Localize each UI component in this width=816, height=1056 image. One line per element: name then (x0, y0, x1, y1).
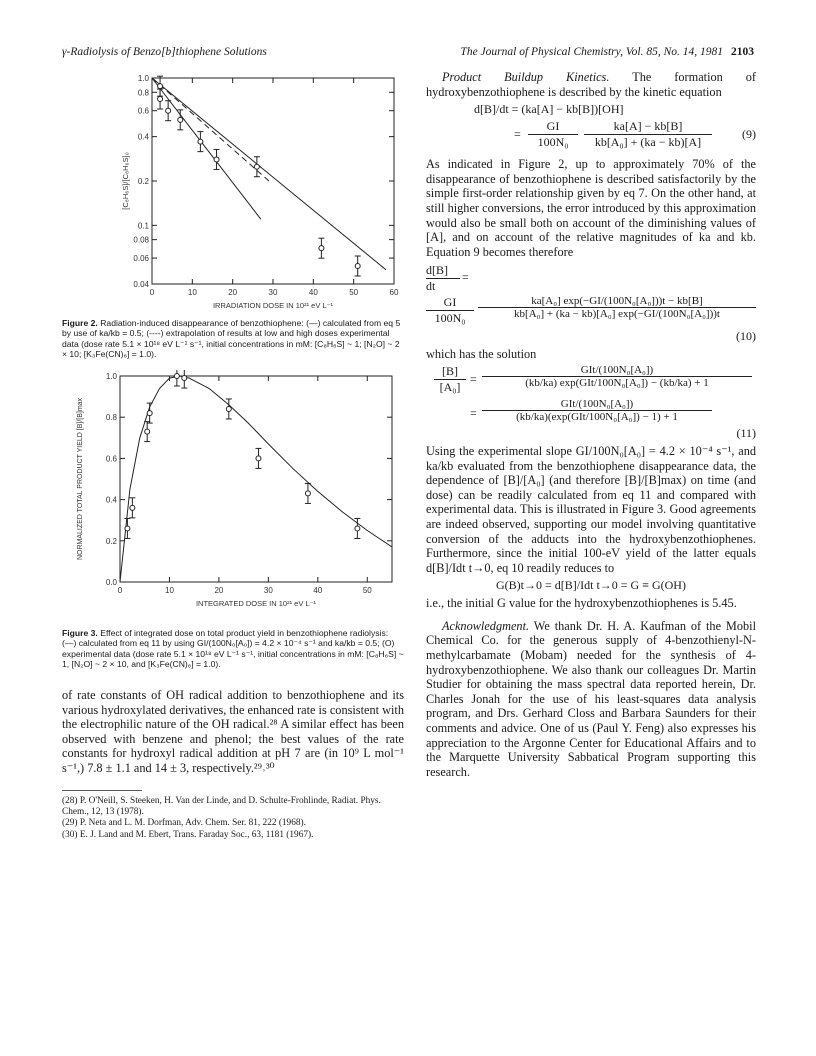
data-point (355, 263, 360, 268)
figure-3-caption-text: Effect of integrated dose on total product yield in benzothiophene radiolysis: (—) calculated from eq 11 by using GI/(100N₀[A₀]) = 4.2 × 10⁻⁴ s⁻¹ and ka/kb = 0.5; (O) experimental data (dose rate 5.1 × 10¹⁸ eV L⁻¹ s⁻¹, initial concentrations in mM: [C₈H₆S] ~ 1, [N₂O] ~ 2 × 10, and [K₃Fe(CN)₆] = 1.0). (62, 628, 404, 670)
eq10-numerator-b: ka[A₀] exp(−GI/(100N₀[A₀]))t − kb[B] (478, 295, 756, 308)
eq10-label: (10) (736, 329, 756, 344)
running-header-left: γ-Radiolysis of Benzo[b]thiophene Solutions (62, 46, 267, 58)
equation-10 (426, 295, 756, 347)
y-tick-label: 0.8 (105, 413, 117, 423)
plot-frame (120, 376, 392, 582)
eq11-numerator-2: GIt/(100N₀[A₀]) (482, 398, 712, 411)
x-tick-label: 0 (149, 288, 155, 297)
left-paragraph: of rate constants of OH radical addition to benzothiophene and its various hydroxylated derivatives, the enhanced rate is consistent with the electrophilic nature of the OH radical.²⁸ A similar effect has been observed with benzene and phenol; the best values of the rate constants for hydroxyl radical addition at pH 7 are (in 10⁹ L mol⁻¹ s⁻¹,) 7.8 ± 1.1 and 14 ± 3, respectively.²⁹˒³⁰ (62, 688, 404, 775)
kinetics-intro (426, 70, 756, 99)
data-point (182, 376, 187, 381)
series-line (152, 78, 261, 219)
data-point (158, 97, 163, 102)
paragraph-2: As indicated in Figure 2, up to approximately 70% of the disappearance of benzothiophene is described satisfactorily by the simple first-order relationship given by eq 7. On the other hand, at still higher conversions, the error introduced by this approximation would also be small both on account of the diminishing values of [A], and on account of the relative magnitudes of ka and kb. Equation 9 becomes therefore (426, 157, 756, 259)
series-line (152, 78, 386, 270)
figure-2-caption-text: Radiation-induced disappearance of benzothiophene: (—) calculated from eq 5 by use of ka/kb = 0.5; (----) extrapolation of results at low and high doses experimental data (dose rate 5.1 × 10¹⁸ eV L⁻¹ s⁻¹, initial concentrations in mM: [C₈H₆S] ~ 1; [N₂O] ~ 2 × 10; [K₃Fe(CN)₆] = 1.0). (62, 318, 401, 360)
x-axis-label: INTEGRATED DOSE IN 10²¹ eV L⁻¹ (195, 599, 317, 608)
y-tick-label: 1.0 (105, 372, 117, 381)
data-point (147, 411, 152, 416)
figure-3-label: Figure 3. (62, 628, 98, 638)
eq11-denominator-2: (kb/ka)(exp(GIt/100N₀[A₀]) − 1) + 1 (516, 410, 678, 423)
eq9-denominator-a: 100N₀ (537, 135, 569, 150)
equation-9: = $\frac{GI}{\text{100N₀}}$ $\frac{ka[A] - kb[B]}{\text{kb[A₀] + (ka − kb)[A]}}$ (9) (514, 119, 756, 150)
data-point (174, 374, 179, 379)
data-point (130, 505, 135, 510)
eq10-numerator-a: GI (426, 295, 474, 311)
x-tick-label: 60 (389, 288, 399, 297)
x-tick-label: 20 (228, 288, 238, 297)
x-axis-label: IRRADIATION DOSE IN 10²¹ eV L⁻¹ (212, 301, 334, 310)
eq11-numerator-1: GIt/(100N₀[A₀]) (482, 364, 752, 377)
data-point (305, 491, 310, 496)
x-tick-label: 50 (362, 586, 372, 595)
equation-10-lhs: $\frac{d[B]}{dt}$ = (426, 263, 469, 294)
eq10-denominator-a: 100N₀ (434, 311, 466, 326)
page-number: 2103 (731, 46, 754, 58)
acknowledgment-text: We thank Dr. H. A. Kaufman of the Mobil Chemical Co. for the generous supply of 4-benzothienyl-N-methylcarbamate (Mobam) needed for the synthesis of 4-hydroxybenzothiophene. We also thank our colleagues Dr. Martin Studier for obtaining the mass spectral data reported herein, Dr. Charles Jonah for the use of his least-squares data analysis program, and Drs. Gerhard Closs and Barbara Saunders for their comments and advice. One of us (Paul Y. Feng) also expresses his appreciation to the Argonne Center for Educational Affairs and to the Marquette University Sabbatical Program supporting this research. (426, 618, 756, 779)
eq10-lhs-numerator: d[B] (426, 263, 460, 279)
data-point (166, 108, 171, 113)
figure-2-label: Figure 2. (62, 318, 98, 328)
data-point (178, 117, 183, 122)
y-tick-label: 0.6 (137, 106, 149, 116)
x-tick-label: 40 (313, 586, 323, 595)
y-tick-label: 0.1 (137, 221, 149, 231)
y-tick-label: 1.0 (137, 74, 149, 83)
x-tick-label: 30 (268, 288, 278, 297)
series-line (152, 78, 269, 181)
y-tick-label: 0.08 (133, 235, 149, 245)
running-header-right (460, 46, 754, 58)
acknowledgment (426, 619, 756, 780)
data-point (256, 456, 261, 461)
footnote-rule (62, 790, 142, 791)
data-point (226, 406, 231, 411)
reference-30: (30) E. J. Land and M. Ebert, Trans. Faraday Soc., 63, 1181 (1967). (62, 829, 314, 840)
section-heading: Product Buildup Kinetics. (442, 70, 610, 84)
eq9-denominator-b: kb[A₀] + (ka − kb)[A] (594, 135, 702, 150)
y-tick-label: 0.8 (137, 88, 149, 98)
y-axis-label: [C₈H₆S]/[C₈H₆S]₀ (121, 152, 130, 210)
data-point (158, 84, 163, 89)
x-tick-label: 40 (308, 288, 318, 297)
y-tick-label: 0.4 (105, 495, 117, 505)
y-tick-label: 0.06 (133, 254, 149, 264)
data-point (198, 139, 203, 144)
y-tick-label: 0.6 (105, 454, 117, 464)
references (62, 796, 404, 841)
figure-3-chart (62, 370, 404, 620)
x-tick-label: 30 (263, 586, 273, 595)
plot-frame (152, 78, 394, 284)
data-point (214, 157, 219, 162)
x-tick-label: 10 (187, 288, 197, 297)
data-point (254, 164, 259, 169)
y-tick-label: 0.4 (137, 132, 149, 142)
eq9-numerator-b: ka[A] − kb[B] (584, 119, 712, 135)
y-axis-label: NORMALIZED TOTAL PRODUCT YIELD [B]/[B]max (77, 397, 84, 561)
journal-citation: The Journal of Physical Chemistry, Vol. 85, No. 14, 1981 (460, 46, 723, 58)
kinetics-intro-text: The formation of hydroxybenzothiophene is described by the kinetic equation (426, 70, 757, 99)
y-tick-label: 0.0 (105, 578, 117, 587)
x-tick-label: 50 (349, 288, 359, 297)
equation-9-line1: d[B]/dt = (ka[A] − kb[B])[OH] (474, 102, 624, 117)
figure-3-caption (62, 628, 404, 670)
paragraph-3: which has the solution (426, 347, 537, 362)
y-tick-label: 0.2 (105, 536, 117, 546)
eq11-denominator-1: (kb/ka) exp(GIt/100N₀[A₀]) − (kb/ka) + 1 (525, 376, 709, 389)
x-tick-label: 0 (117, 586, 123, 595)
eq10-denominator-b: kb[A₀] + (ka − kb)[A₀] exp(−GI/(100N₀[A₀]))t (514, 308, 720, 321)
equation-12: G(B)t→0 = d[B]/Idt t→0 = G ≡ G(OH) (496, 578, 686, 593)
equation-11-b: = GIt/(100N₀[A₀]) (kb/ka)(exp(GIt/100N₀[A₀]) − 1) + 1 (11) (470, 397, 756, 440)
figure-2-chart (112, 70, 412, 310)
reference-29: (29) P. Neta and L. M. Dorfman, Adv. Chem. Ser. 81, 222 (1968). (62, 818, 306, 829)
acknowledgment-heading: Acknowledgment. (442, 618, 530, 633)
calculated-curve (120, 376, 392, 582)
data-point (319, 246, 324, 251)
eq11-lhs-numerator: [B] (434, 364, 466, 380)
reference-28: (28) P. O'Neill, S. Steeken, H. Van der Linde, and D. Schulte-Frohlinde, Radiat. Phys. Chem., 12, 13 (1978). (62, 796, 381, 818)
eq9-label: (9) (742, 127, 756, 142)
figure-2-caption (62, 318, 404, 360)
x-tick-label: 20 (214, 586, 224, 595)
eq10-lhs-denominator: dt (426, 279, 436, 294)
eq9-numerator-a: GI (528, 119, 578, 135)
y-tick-label: 0.04 (133, 280, 149, 289)
paragraph-4: Using the experimental slope GI/100N₀[A₀] = 4.2 × 10⁻⁴ s⁻¹, and ka/kb evaluated from the benzothiophene disappearance data, the dependence of [B]/[A₀] (and therefore [B]/[B]max) on time (and dose) can be readily calculated from eq 11 and compared with experimental data. This is illustrated in Figure 3. Good agreements are indeed observed, supporting our model involving quantitative conversion of the adducts into the hydroxybenzothiophenes. Furthermore, since the initial 100-eV yield of the latter equals d[B]/Idt t→0, eq 10 readily reduces to (426, 443, 756, 575)
paragraph-5: i.e., the initial G value for the hydroxybenzothiophenes is 5.45. (426, 596, 737, 611)
data-point (355, 526, 360, 531)
eq11-lhs-denominator: [A₀] (439, 379, 461, 394)
data-point (145, 429, 150, 434)
x-tick-label: 10 (165, 586, 174, 595)
data-point (125, 526, 130, 531)
y-tick-label: 0.2 (137, 177, 149, 186)
eq11-label: (11) (736, 425, 756, 440)
equation-11-a: $\frac{[B]}{\text{[A₀]}}$ = GIt/(100N₀[A₀]) (kb/ka) exp(GIt/100N₀[A₀]) − (kb/ka) + 1 (426, 364, 756, 398)
